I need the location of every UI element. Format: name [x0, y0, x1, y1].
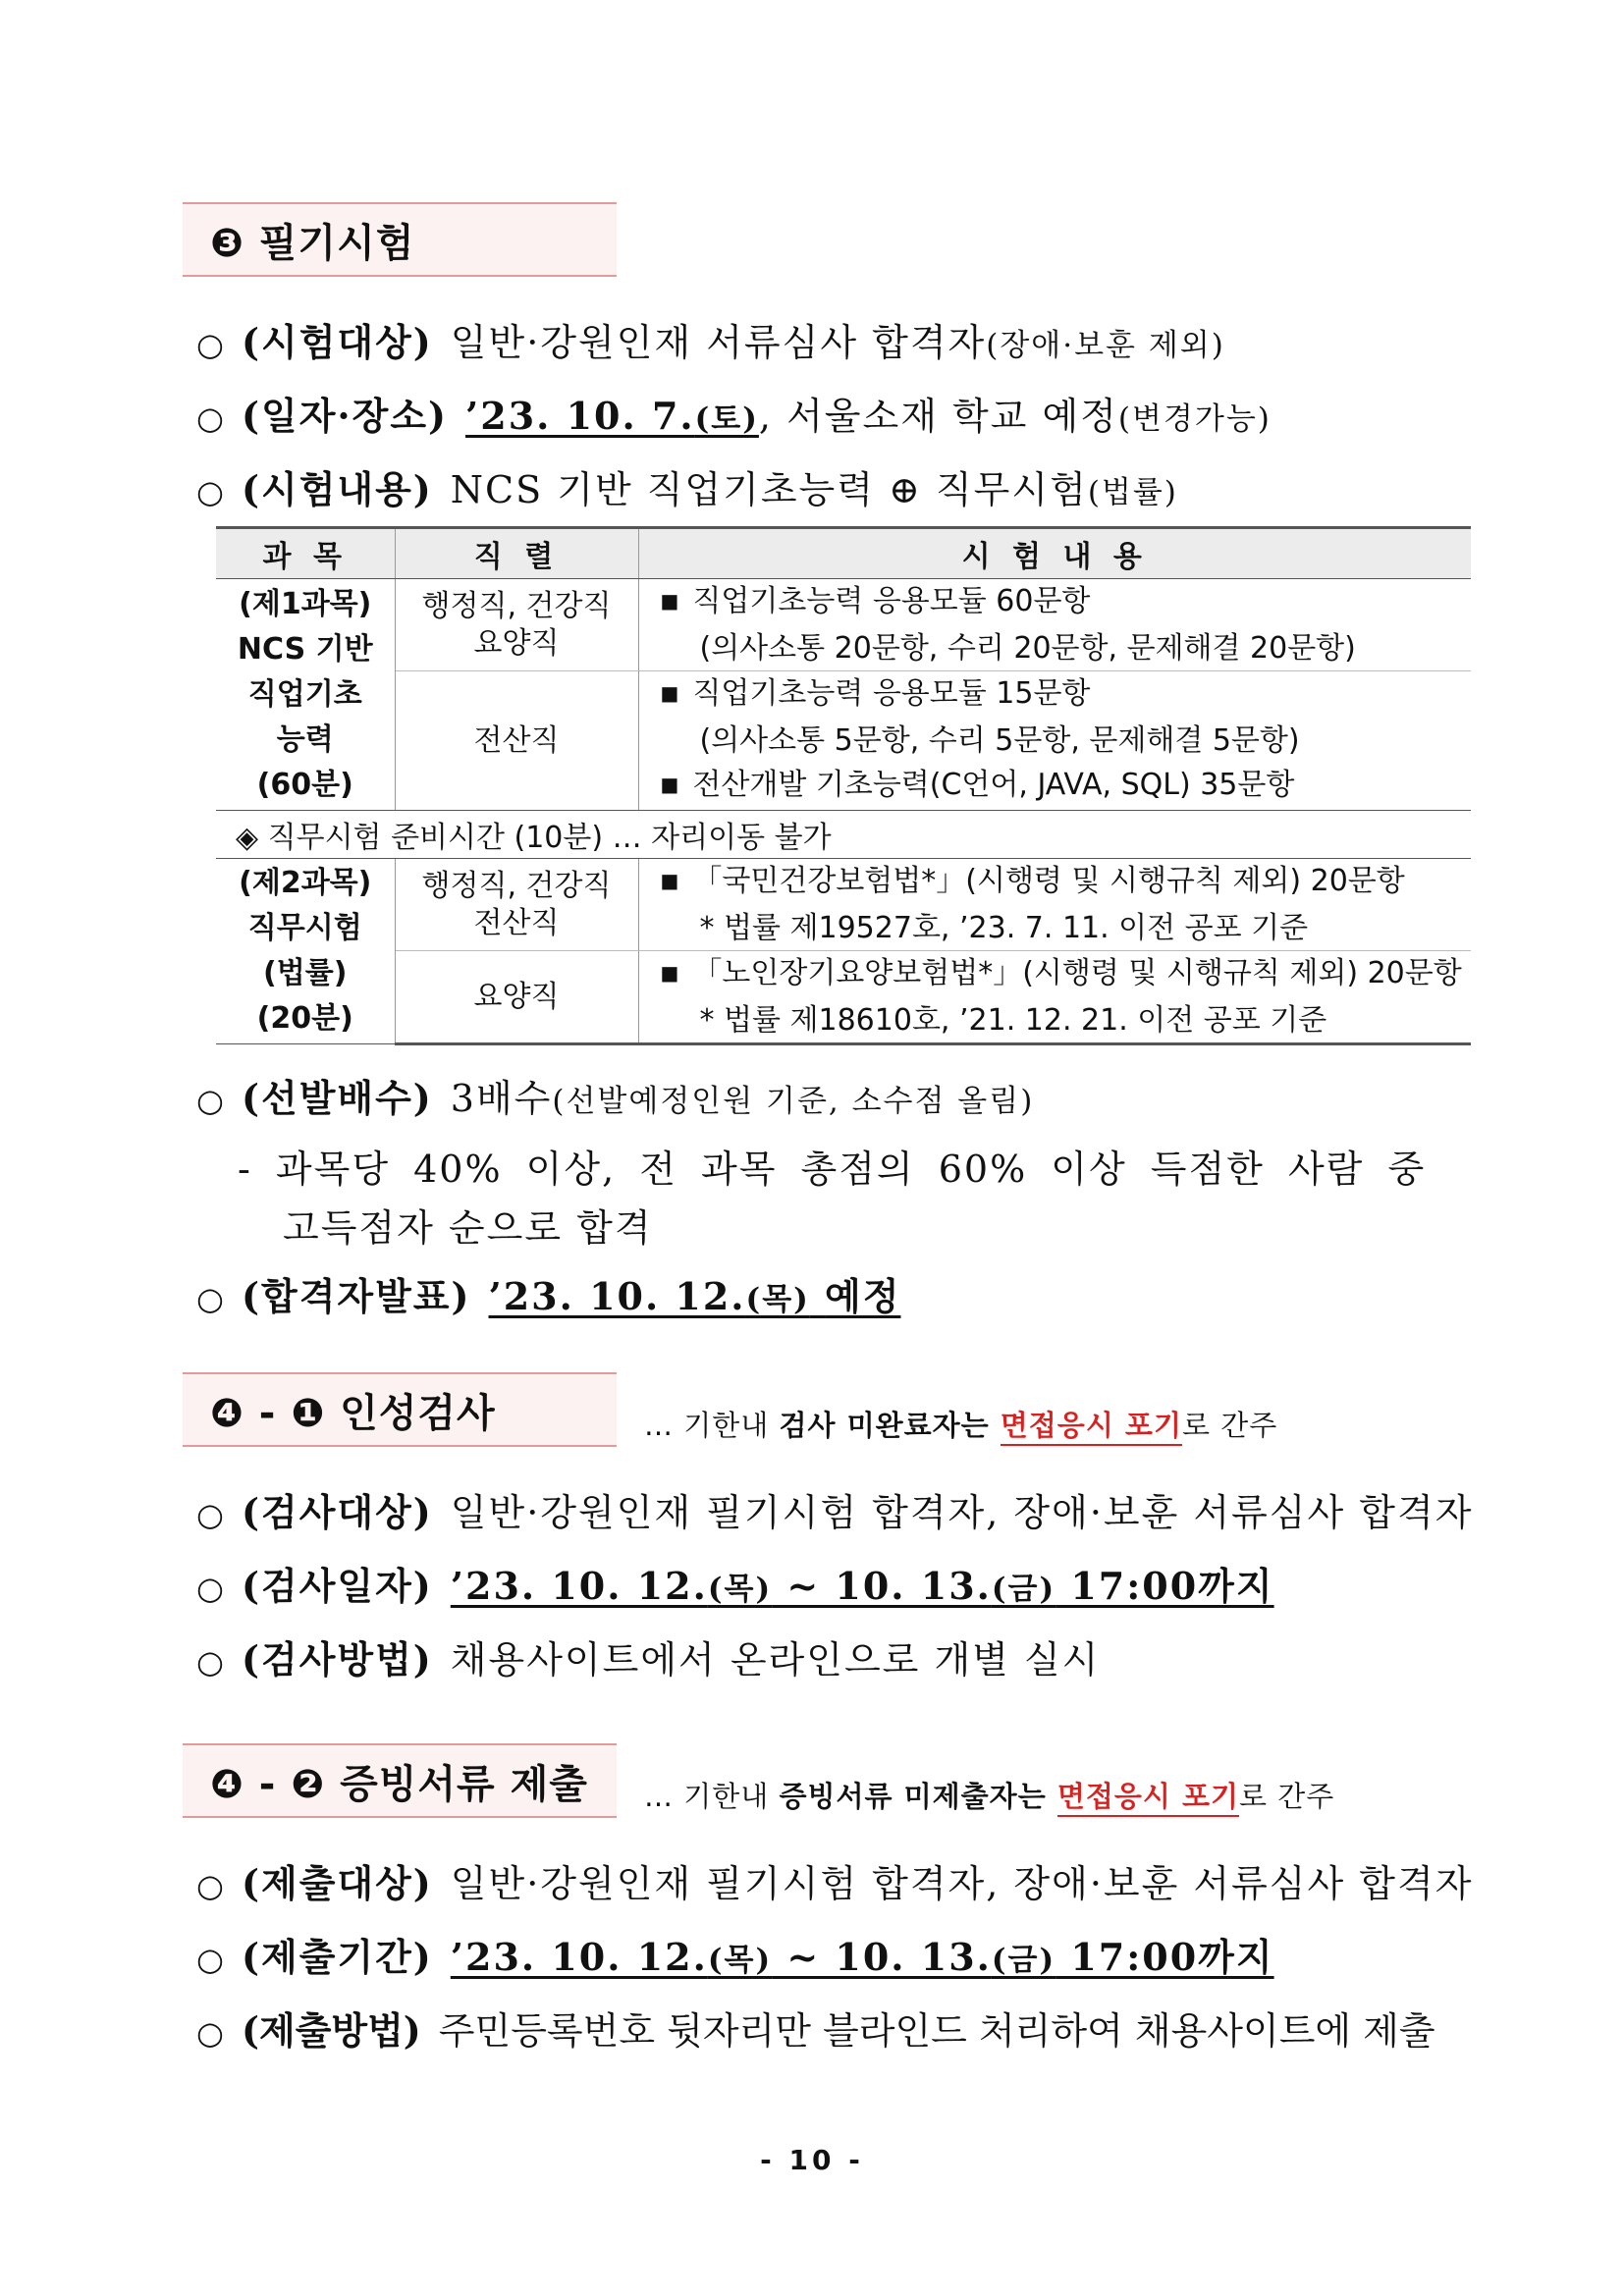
subject-1-cell: (제1과목) NCS 기반 직업기초 능력 (60분): [216, 579, 395, 811]
circle-bullet-icon: ○: [196, 1867, 226, 1904]
circle-bullet-icon: ○: [196, 2014, 224, 2052]
line-note: (장애·보훈 제외): [986, 328, 1225, 363]
selection-ratio-line: [196, 1068, 1034, 1122]
exam-target-line: [196, 312, 1225, 366]
line-text: 일반·강원인재 서류심사 합격자: [450, 321, 987, 364]
square-bullet-icon: ■: [660, 681, 679, 705]
line-note: (변경가능): [1117, 401, 1272, 437]
line-label: (시험대상): [242, 320, 433, 364]
announcement-line: [196, 1266, 900, 1320]
line-note: (법률): [1087, 475, 1178, 510]
table-header-content: 시 험 내 용: [638, 528, 1471, 579]
test-method-line: [196, 1629, 1100, 1683]
line-text: 일반·강원인재 필기시험 합격자, 장애·보훈 서류심사 합격자: [450, 1491, 1474, 1534]
position-cell: 행정직, 건강직 전산직: [395, 859, 638, 951]
submit-period: ’23. 10. 12.(목) ~ 10. 13.(금) 17:00까지: [450, 1935, 1274, 1979]
personality-test-note: … 기한내 검사 미완료자는 면접응시 포기로 간주: [644, 1404, 1277, 1444]
circle-bullet-icon: ○: [196, 1082, 226, 1119]
exam-date-line: [196, 386, 1272, 440]
line-label: (시험내용): [242, 467, 433, 511]
table-row: [216, 811, 1471, 859]
table-row: [216, 859, 1471, 951]
circle-bullet-icon: ○: [196, 326, 226, 363]
exam-date: ’23. 10. 7.(토): [465, 394, 759, 438]
documents-note: … 기한내 증빙서류 미제출자는 면접응시 포기로 간주: [644, 1775, 1334, 1815]
section-heading-personality-test: ❹ - ❶ 인성검사: [183, 1372, 617, 1447]
line-text: 일반·강원인재 필기시험 합격자, 장애·보훈 서류심사 합격자: [450, 1862, 1474, 1905]
section-heading-documents: ❹ - ❷ 증빙서류 제출: [183, 1743, 617, 1818]
circle-bullet-icon: ○: [196, 1941, 226, 1978]
position-cell: 전산직: [395, 671, 638, 811]
submit-target-line: [196, 1853, 1473, 1907]
square-bullet-icon: ■: [660, 961, 679, 985]
content-cell: ■ 「노인장기요양보험법*」(시행령 및 시행규칙 제외) 20문항 * 법률 제18610호, ’21. 12. 21. 이전 공포 기준: [638, 951, 1471, 1044]
content-cell: ■ 직업기초능력 응용모듈 60문항 (의사소통 20문항, 수리 20문항, 문제해결 20문항): [638, 579, 1471, 671]
square-bullet-icon: ■: [660, 589, 679, 613]
pass-criteria-line-2: 고득점자 순으로 합격: [283, 1206, 653, 1250]
line-text: 채용사이트에서 온라인으로 개별 실시: [450, 1638, 1101, 1682]
line-label: (제출대상): [242, 1861, 433, 1905]
table-row: [216, 671, 1471, 811]
line-text: 3배수: [450, 1077, 553, 1120]
prep-time-note: ◈ 직무시험 준비시간 (10분) … 자리이동 불가: [216, 811, 1471, 859]
line-label: (합격자발표): [242, 1274, 471, 1318]
line-label: (제출방법): [242, 2008, 421, 2053]
content-cell: ■ 「국민건강보험법*」(시행령 및 시행규칙 제외) 20문항 * 법률 제19527호, ’23. 7. 11. 이전 공포 기준: [638, 859, 1471, 951]
test-target-line: [196, 1482, 1473, 1536]
subject-2-cell: (제2과목) 직무시험 (법률) (20분): [216, 859, 395, 1044]
table-header-position: 직 렬: [395, 528, 638, 579]
submit-period-line: [196, 1927, 1274, 1981]
line-text: , 서울소재 학교 예정: [758, 395, 1118, 438]
table-row: [216, 579, 1471, 671]
circle-bullet-icon: ○: [196, 400, 226, 437]
section-heading-written-exam: ❸ 필기시험: [183, 202, 617, 277]
submit-method-line: [196, 2001, 1435, 2055]
circle-bullet-icon: ○: [196, 1570, 226, 1607]
line-label: (일자·장소): [242, 394, 449, 438]
announcement-date: ’23. 10. 12.(목) 예정: [488, 1274, 901, 1318]
test-period: ’23. 10. 12.(목) ~ 10. 13.(금) 17:00까지: [450, 1564, 1274, 1608]
line-note: (선발예정인원 기준, 소수점 올림): [552, 1084, 1035, 1119]
table-header-subject: 과 목: [216, 528, 395, 579]
circle-bullet-icon: ○: [196, 1643, 226, 1681]
line-text: 주민등록번호 뒷자리만 블라인드 처리하여 채용사이트에 제출: [438, 2009, 1435, 2053]
line-label: (검사대상): [242, 1490, 433, 1534]
circle-bullet-icon: ○: [196, 1496, 226, 1533]
exam-content-line: [196, 459, 1178, 513]
circle-bullet-icon: ○: [196, 473, 226, 510]
line-label: (제출기간): [242, 1935, 433, 1979]
line-text: NCS 기반 직업기초능력 ⊕ 직무시험: [450, 468, 1088, 511]
line-label: (검사일자): [242, 1564, 433, 1608]
square-bullet-icon: ■: [660, 869, 679, 892]
test-date-line: [196, 1556, 1274, 1610]
position-cell: 요양직: [395, 951, 638, 1044]
exam-subject-table: [216, 526, 1471, 1045]
square-bullet-icon: ■: [660, 773, 679, 796]
line-label: (검사방법): [242, 1637, 433, 1682]
circle-bullet-icon: ○: [196, 1280, 226, 1317]
page-number: - 10 -: [760, 2144, 864, 2176]
table-row: [216, 951, 1471, 1044]
pass-criteria-line: - 과목당 40% 이상, 전 과목 총점의 60% 이상 득점한 사람 중: [238, 1148, 1427, 1191]
line-label: (선발배수): [242, 1076, 433, 1120]
content-cell: ■ 직업기초능력 응용모듈 15문항 (의사소통 5문항, 수리 5문항, 문제해결 5문항) ■ 전산개발 기초능력(C언어, JAVA, SQL) 35문항: [638, 671, 1471, 811]
position-cell: 행정직, 건강직 요양직: [395, 579, 638, 671]
